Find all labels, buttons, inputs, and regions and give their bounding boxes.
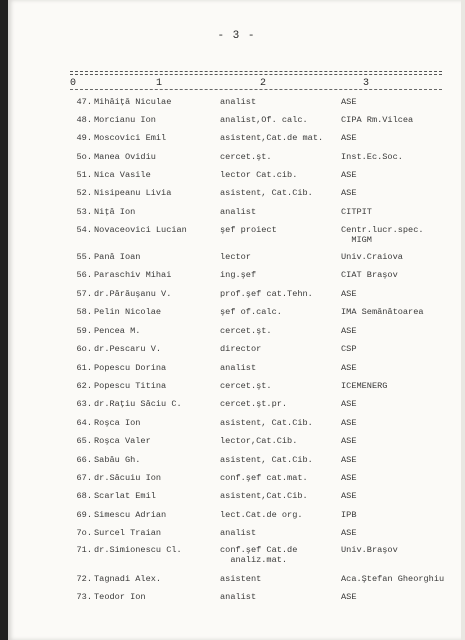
person-name: Roşca Ion bbox=[94, 418, 141, 428]
row-number: 5o. bbox=[76, 152, 92, 162]
institution: Aca.Ştefan Gheorghiu bbox=[341, 574, 445, 584]
person-name: dr.Raţiu Săciu C. bbox=[94, 399, 182, 409]
institution: ASE bbox=[341, 491, 357, 501]
institution: CIPA Rm.Vilcea bbox=[341, 115, 414, 125]
job-title: director bbox=[220, 344, 262, 354]
job-title: asistent, Cat.Cib. bbox=[220, 418, 313, 428]
job-title: cercet.şt. bbox=[220, 326, 272, 336]
row-number: 48. bbox=[76, 115, 92, 125]
institution: ASE bbox=[341, 133, 357, 143]
institution: ASE bbox=[341, 455, 357, 465]
row-number: 67. bbox=[76, 473, 92, 483]
person-name: Pencea M. bbox=[94, 326, 141, 336]
job-title: cercet.şt. bbox=[220, 381, 272, 391]
participants-table bbox=[8, 0, 465, 640]
row-number: 59. bbox=[76, 326, 92, 336]
person-name: Simescu Adrian bbox=[94, 510, 167, 520]
person-name: dr.Simionescu Cl. bbox=[94, 545, 182, 555]
row-number: 68. bbox=[76, 491, 92, 501]
institution: ASE bbox=[341, 436, 357, 446]
job-title: prof.şef cat.Tehn. bbox=[220, 289, 313, 299]
page-number: - 3 - bbox=[217, 30, 256, 42]
row-number: 52. bbox=[76, 188, 92, 198]
person-name: Teodor Ion bbox=[94, 592, 146, 602]
institution: CSP bbox=[341, 344, 357, 354]
row-number: 63. bbox=[76, 399, 92, 409]
job-title: analist,Of. calc. bbox=[220, 115, 308, 125]
row-number: 57. bbox=[76, 289, 92, 299]
row-number: 7o. bbox=[76, 528, 92, 538]
person-name: Nica Vasile bbox=[94, 170, 151, 180]
row-number: 54. bbox=[76, 225, 92, 235]
institution: CITPIT bbox=[341, 207, 372, 217]
person-name: Morcianu Ion bbox=[94, 115, 156, 125]
institution: Centr.lucr.spec. MIGM bbox=[341, 225, 424, 245]
job-title: conf.şef cat.mat. bbox=[220, 473, 308, 483]
job-title: asistent,Cat.de mat. bbox=[220, 133, 324, 143]
institution: IPB bbox=[341, 510, 357, 520]
person-name: Niţă Ion bbox=[94, 207, 136, 217]
job-title: lector,Cat.Cib. bbox=[220, 436, 298, 446]
column-header-2: 2 bbox=[260, 78, 267, 89]
institution: ASE bbox=[341, 399, 357, 409]
row-number: 61. bbox=[76, 363, 92, 373]
person-name: Surcel Traian bbox=[94, 528, 162, 538]
row-number: 62. bbox=[76, 381, 92, 391]
job-title: lect.Cat.de org. bbox=[220, 510, 303, 520]
job-title: asistent, Cat.Cib. bbox=[220, 455, 313, 465]
row-number: 47. bbox=[76, 97, 92, 107]
row-number: 55. bbox=[76, 252, 92, 262]
person-name: dr.Pescaru V. bbox=[94, 344, 162, 354]
institution: Univ.Braşov bbox=[341, 545, 398, 555]
row-number: 71. bbox=[76, 545, 92, 555]
institution: ASE bbox=[341, 418, 357, 428]
institution: ASE bbox=[341, 528, 357, 538]
person-name: Manea Ovidiu bbox=[94, 152, 156, 162]
person-name: Pelin Nicolae bbox=[94, 307, 162, 317]
row-number: 65. bbox=[76, 436, 92, 446]
document-page bbox=[8, 0, 465, 640]
institution: ASE bbox=[341, 326, 357, 336]
person-name: Paraschiv Mihai bbox=[94, 270, 172, 280]
institution: ASE bbox=[341, 592, 357, 602]
job-title: asistent, Cat.Cib. bbox=[220, 188, 313, 198]
institution: Inst.Ec.Soc. bbox=[341, 152, 403, 162]
job-title: analist bbox=[220, 207, 257, 217]
person-name: Moscovici Emil bbox=[94, 133, 167, 143]
institution: CIAT Braşov bbox=[341, 270, 398, 280]
row-number: 72. bbox=[76, 574, 92, 584]
job-title: lector Cat.cib. bbox=[220, 170, 298, 180]
job-title: lector bbox=[220, 252, 251, 262]
scan-border-left bbox=[0, 0, 8, 640]
job-title: ing.şef bbox=[220, 270, 257, 280]
person-name: Nisipeanu Livia bbox=[94, 188, 172, 198]
job-title: cercet.şt. bbox=[220, 152, 272, 162]
column-header-1: 1 bbox=[156, 78, 163, 89]
person-name: Novaceovici Lucian bbox=[94, 225, 187, 235]
job-title: conf.şef Cat.de analiz.mat. bbox=[220, 545, 298, 565]
row-number: 49. bbox=[76, 133, 92, 143]
institution: ASE bbox=[341, 289, 357, 299]
job-title: şef proiect bbox=[220, 225, 277, 235]
person-name: Tagnadi Alex. bbox=[94, 574, 162, 584]
person-name: Roşca Valer bbox=[94, 436, 151, 446]
institution: IMA Semănătoarea bbox=[341, 307, 424, 317]
job-title: cercet.şt.pr. bbox=[220, 399, 288, 409]
job-title: analist bbox=[220, 363, 257, 373]
person-name: Popescu Dorina bbox=[94, 363, 167, 373]
row-number: 69. bbox=[76, 510, 92, 520]
row-number: 56. bbox=[76, 270, 92, 280]
institution: ASE bbox=[341, 170, 357, 180]
institution: ICEMENERG bbox=[341, 381, 388, 391]
row-number: 6o. bbox=[76, 344, 92, 354]
person-name: Sabău Gh. bbox=[94, 455, 141, 465]
column-header-0: 0 bbox=[70, 78, 77, 89]
institution: ASE bbox=[341, 363, 357, 373]
institution: ASE bbox=[341, 97, 357, 107]
person-name: Scarlat Emil bbox=[94, 491, 156, 501]
scan-border-right bbox=[461, 0, 465, 640]
row-number: 73. bbox=[76, 592, 92, 602]
person-name: Popescu Titina bbox=[94, 381, 167, 391]
person-name: dr.Săcuiu Ion bbox=[94, 473, 162, 483]
job-title: asistent bbox=[220, 574, 262, 584]
job-title: analist bbox=[220, 97, 257, 107]
person-name: Pană Ioan bbox=[94, 252, 141, 262]
institution: ASE bbox=[341, 473, 357, 483]
job-title: analist bbox=[220, 528, 257, 538]
person-name: dr.Părăuşanu V. bbox=[94, 289, 172, 299]
job-title: asistent,Cat.Cib. bbox=[220, 491, 308, 501]
row-number: 64. bbox=[76, 418, 92, 428]
column-header-3: 3 bbox=[363, 78, 370, 89]
row-number: 58. bbox=[76, 307, 92, 317]
job-title: analist bbox=[220, 592, 257, 602]
row-number: 53. bbox=[76, 207, 92, 217]
person-name: Mihăiţă Niculae bbox=[94, 97, 172, 107]
institution: Univ.Craiova bbox=[341, 252, 403, 262]
institution: ASE bbox=[341, 188, 357, 198]
row-number: 66. bbox=[76, 455, 92, 465]
row-number: 51. bbox=[76, 170, 92, 180]
job-title: şef of.calc. bbox=[220, 307, 282, 317]
